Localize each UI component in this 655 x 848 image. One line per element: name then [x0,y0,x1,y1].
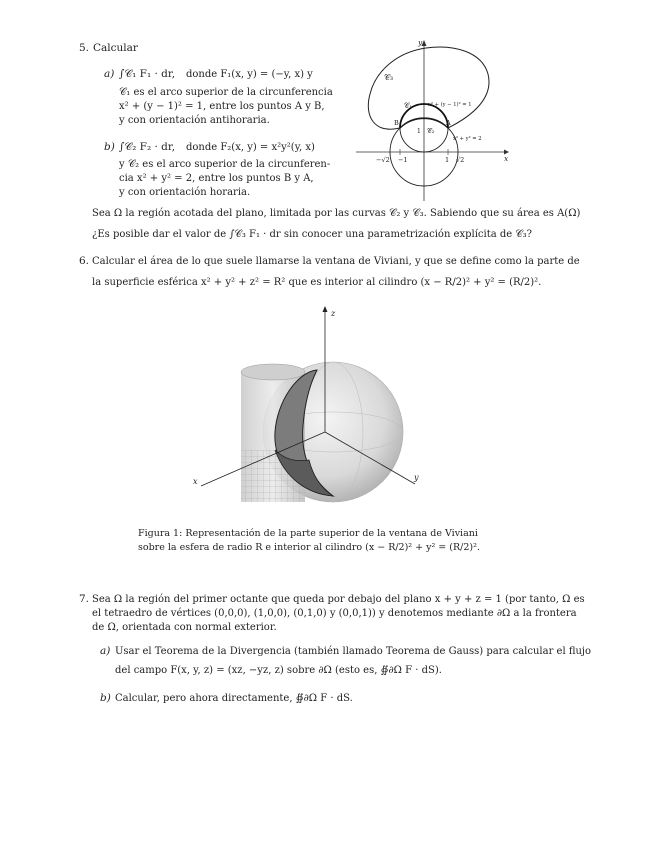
diagram-point-b: B [394,119,399,127]
problem-7b-label: b) [100,692,111,704]
viviani-z-label: z [331,309,336,318]
diagram-c3-label: 𝒞₃ [384,73,394,82]
problem-7a-line2: del campo F(x, y, z) = (xz, −yz, z) sobre ∂Ω (esto es, ∯∂Ω F · dS). [115,665,442,676]
problem-7-line2: el tetraedro de vértices (0,0,0), (1,0,0), (0,1,0) y (0,0,1)) y denotemos mediante ∂Ω a la frontera [92,608,577,619]
problem-5-closing-line2: ¿Es posible dar el valor de ∫𝒞₃ F₁ · dr sin conocer una parametrización explícita de 𝒞₃? [92,229,533,240]
diagram-point-a: A [446,119,451,127]
problem-5-closing-line1: Sea Ω la región acotada del plano, limitada por las curvas 𝒞₂ y 𝒞₃. Sabiendo que su área es A(Ω) [92,208,581,219]
problem-7-number: 7. [79,593,90,605]
diagram-circle2-eq: x² + y² = 2 [453,136,482,142]
problem-5a-line4: y con orientación antihoraria. [119,115,270,126]
diagram-tick-1: 1 [445,156,450,164]
problem-6-line2: la superficie esférica x² + y² + z² = R² que es interior al cilindro (x − R/2)² + y² = (R/2)². [92,277,542,288]
circles-diagram [354,36,514,211]
problem-6-line1: Calcular el área de lo que suele llamarse la ventana de Viviani, y que se define como la parte de [92,256,580,267]
problem-7a-label: a) [100,645,111,657]
problem-5-title: Calcular [93,42,138,54]
problem-5-number: 5. [79,42,90,54]
problem-7-line3: de Ω, orientada con normal exterior. [92,622,277,633]
problem-5a-label: a) [104,68,115,80]
diagram-c3-curve [368,47,489,129]
diagram-tick-sqrt2: √2 [456,156,465,164]
problem-7a-line1: Usar el Teorema de la Divergencia (también llamado Teorema de Gauss) para calcular el flujo [115,646,592,657]
diagram-c1-label: 𝒞₁ [404,102,412,110]
problem-7-line1: Sea Ω la región del primer octante que queda por debajo del plano x + y + z = 1 (por tanto, Ω es [92,594,585,605]
diagram-c2-label: 𝒞₂ [427,127,435,135]
diagram-y-arrow [422,40,427,46]
diagram-tick-neg1: −1 [398,156,408,164]
viviani-y-label: y [414,473,419,482]
problem-5a-line2: 𝒞₁ es el arco superior de la circunferencia [119,87,333,98]
problem-5a-line1: donde F₁(x, y) = (−y, x) y [186,69,313,80]
problem-5b-label: b) [104,141,115,153]
figure-1-caption-line2: sobre la esfera de radio R e interior al cilindro (x − R/2)² + y² = (R/2)². [138,542,480,553]
problem-5b-line2: y 𝒞₂ es el arco superior de la circunferen- [119,159,331,170]
viviani-figure [185,300,445,520]
viviani-x-label: x [193,477,198,486]
problem-5b-line1: donde F₂(x, y) = x²y²(y, x) [186,142,315,153]
viviani-cylinder-top [241,364,305,380]
problem-5a-integral: ∫𝒞₁ F₁ · dr, [119,68,176,80]
figure-1-caption-line1: Figura 1: Representación de la parte superior de la ventana de Viviani [138,528,478,539]
problem-7b-line1: Calcular, pero ahora directamente, ∯∂Ω F · dS. [115,693,353,704]
diagram-tick-neg-sqrt2: −√2 [376,156,390,164]
problem-6-number: 6. [79,255,90,267]
problem-5b-line3: cia x² + y² = 2, entre los puntos B y A, [119,173,314,184]
problem-5b-line4: y con orientación horaria. [119,187,251,198]
diagram-y-label: y [418,38,423,47]
diagram-circle1-eq: x² + (y − 1)² = 1 [428,102,472,108]
diagram-x-label: x [504,154,509,163]
problem-5b-integral: ∫𝒞₂ F₂ · dr, [119,141,176,153]
viviani-z-arrow [323,306,328,312]
problem-5a-line3: x² + (y − 1)² = 1, entre los puntos A y B, [119,101,325,112]
diagram-one-y: 1 [417,128,421,135]
